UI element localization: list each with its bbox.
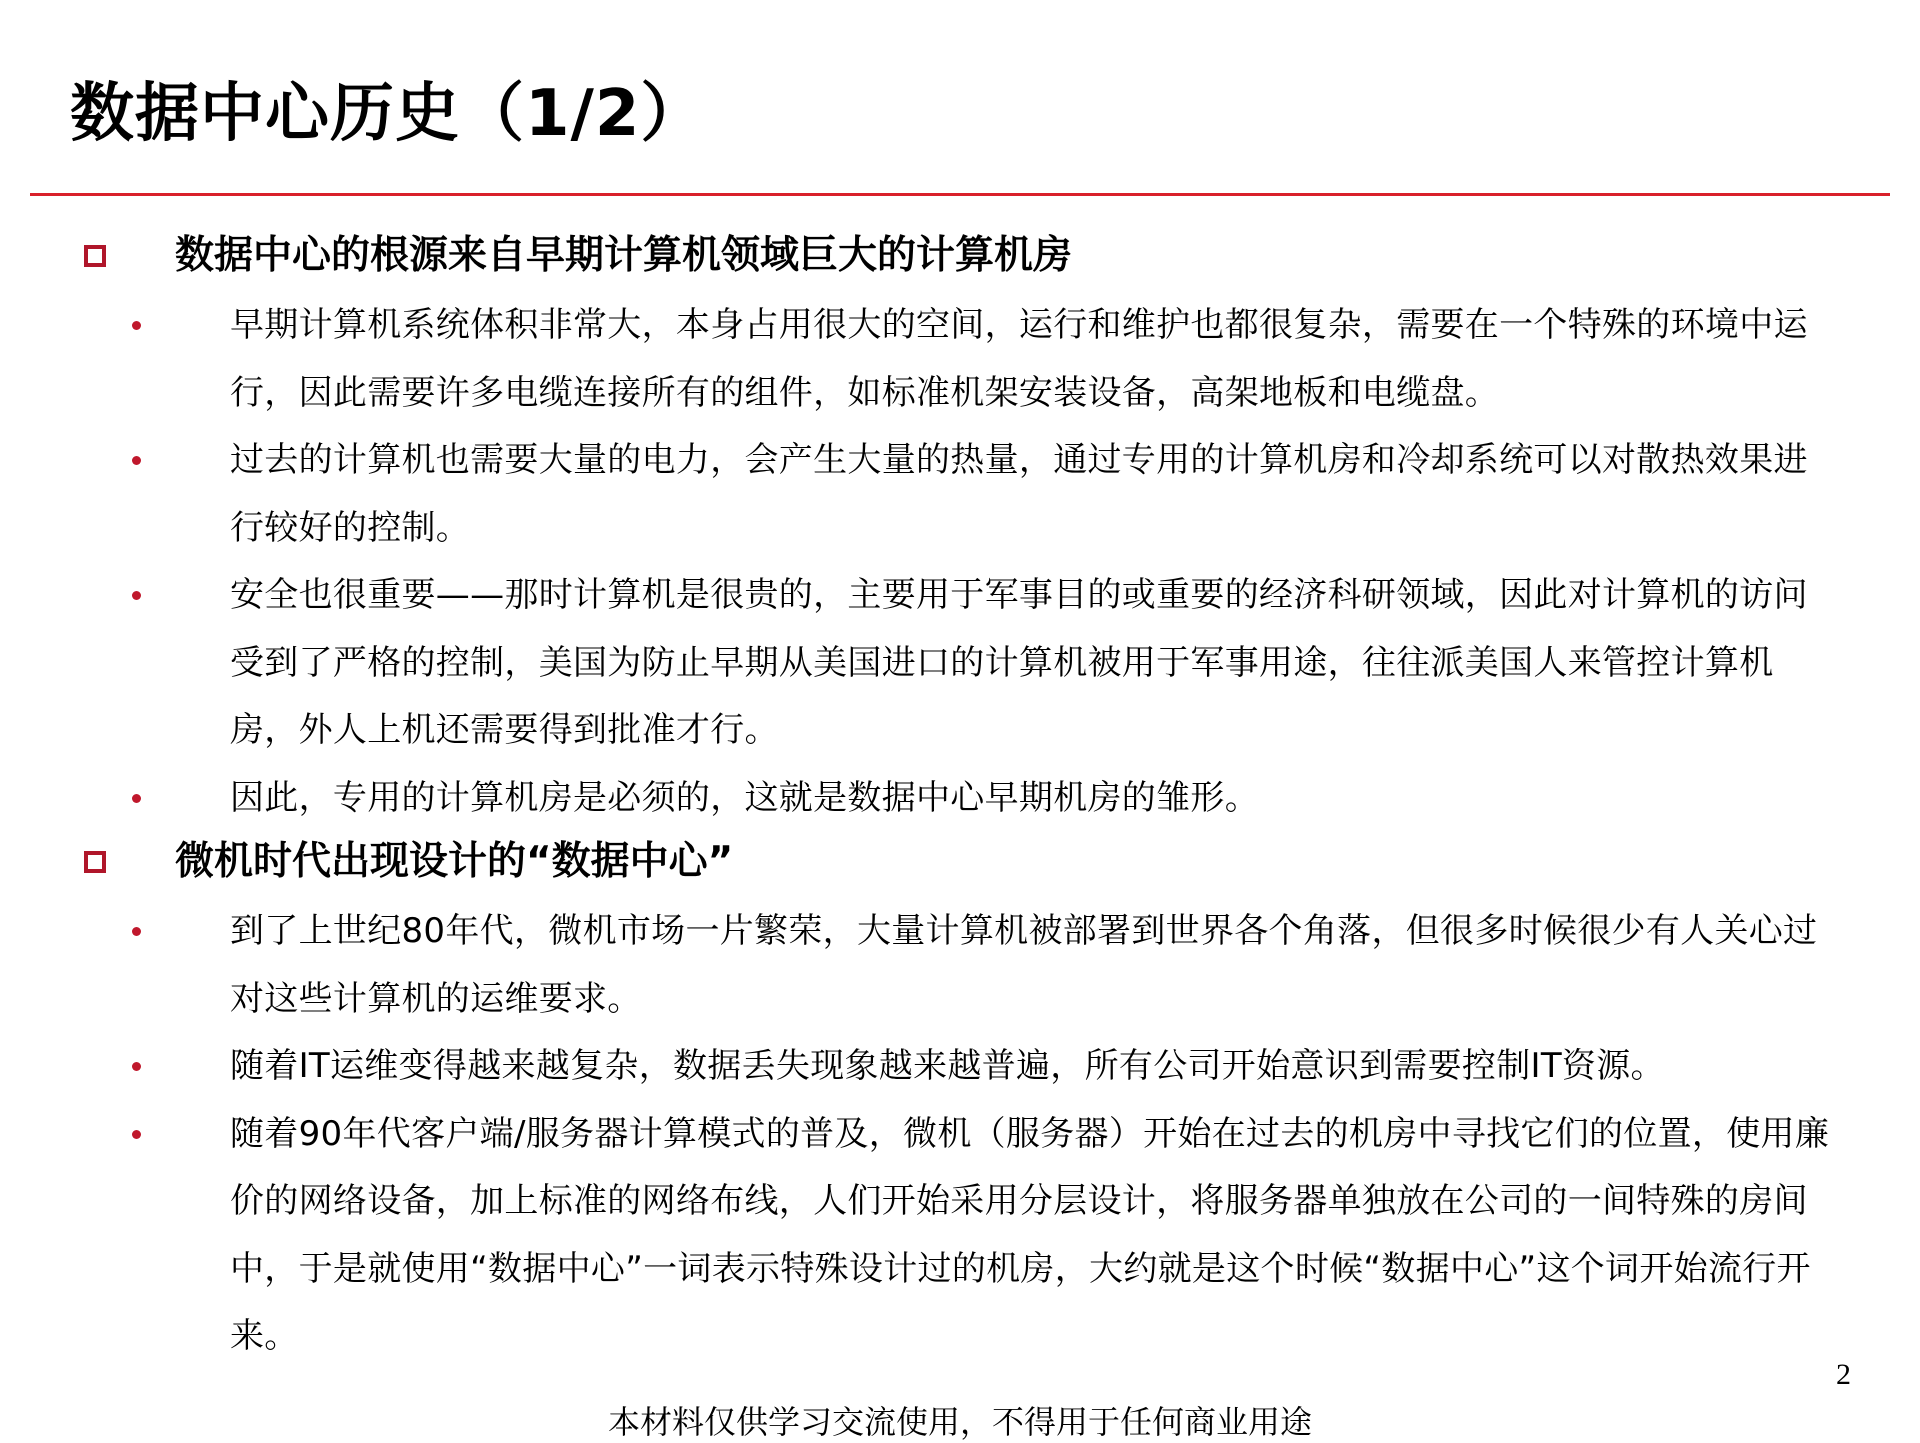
bullet-icon [132,927,141,936]
bullet-icon [132,1130,141,1139]
bullet-text: 到了上世纪80年代，微机市场一片繁荣，大量计算机被部署到世界各个角落，但很多时候很少有人关心过对这些计算机的运维要求。 [230,911,1818,1019]
bullet-icon [132,456,141,465]
list-item [0,1033,1840,1101]
checkbox-icon [84,851,106,873]
bullet-icon [132,1062,141,1071]
list-item [0,765,1840,833]
bullet-icon [132,794,141,803]
page-title: 数据中心历史（1/2） [70,77,706,151]
bullet-text: 因此，专用的计算机房是必须的，这就是数据中心早期机房的雏形。 [230,777,1259,818]
title-divider [30,193,1890,196]
section-title: 数据中心的根源来自早期计算机领域巨大的计算机房 [175,233,1073,278]
section-2-heading [0,834,1920,898]
section-title: 微机时代出现设计的“数据中心” [175,839,734,884]
checkbox-icon [84,245,106,267]
list-item [0,427,1840,562]
bullet-icon [132,591,141,600]
section-1-heading [0,228,1920,292]
bullet-text: 安全也很重要——那时计算机是很贵的，主要用于军事目的或重要的经济科研领域，因此对计算机的访问受到了严格的控制，美国为防止早期从美国进口的计算机被用于军事用途，往往派美国人来管控计算机房，外人上机还需要得到批准才行。 [230,575,1808,750]
bullet-text: 随着IT运维变得越来越复杂，数据丢失现象越来越普遍，所有公司开始意识到需要控制IT资源。 [230,1046,1665,1086]
footer-note: 本材料仅供学习交流使用，不得用于任何商业用途 [607,1403,1312,1441]
list-item [0,562,1840,765]
bullet-text: 随着90年代客户端/服务器计算模式的普及，微机（服务器）开始在过去的机房中寻找它们的位置，使用廉价的网络设备，加上标准的网络布线，人们开始采用分层设计，将服务器单独放在公司的一间特殊的房间中，于是就使用“数据中心”一词表示特殊设计过的机房，大约就是这个时候“数据中心”这个词开始流行开来。 [230,1113,1830,1356]
bullet-icon [132,321,141,330]
bullet-text: 早期计算机系统体积非常大，本身占用很大的空间，运行和维护也都很复杂，需要在一个特殊的环境中运行，因此需要许多电缆连接所有的组件，如标准机架安装设备，高架地板和电缆盘。 [230,305,1808,413]
list-item [0,1101,1840,1371]
list-item [0,292,1840,427]
list-item [0,898,1840,1033]
bullet-text: 过去的计算机也需要大量的电力，会产生大量的热量，通过专用的计算机房和冷却系统可以对散热效果进行较好的控制。 [230,440,1808,548]
slide-content [0,228,1920,1371]
page-number: 2 [1836,1358,1851,1391]
